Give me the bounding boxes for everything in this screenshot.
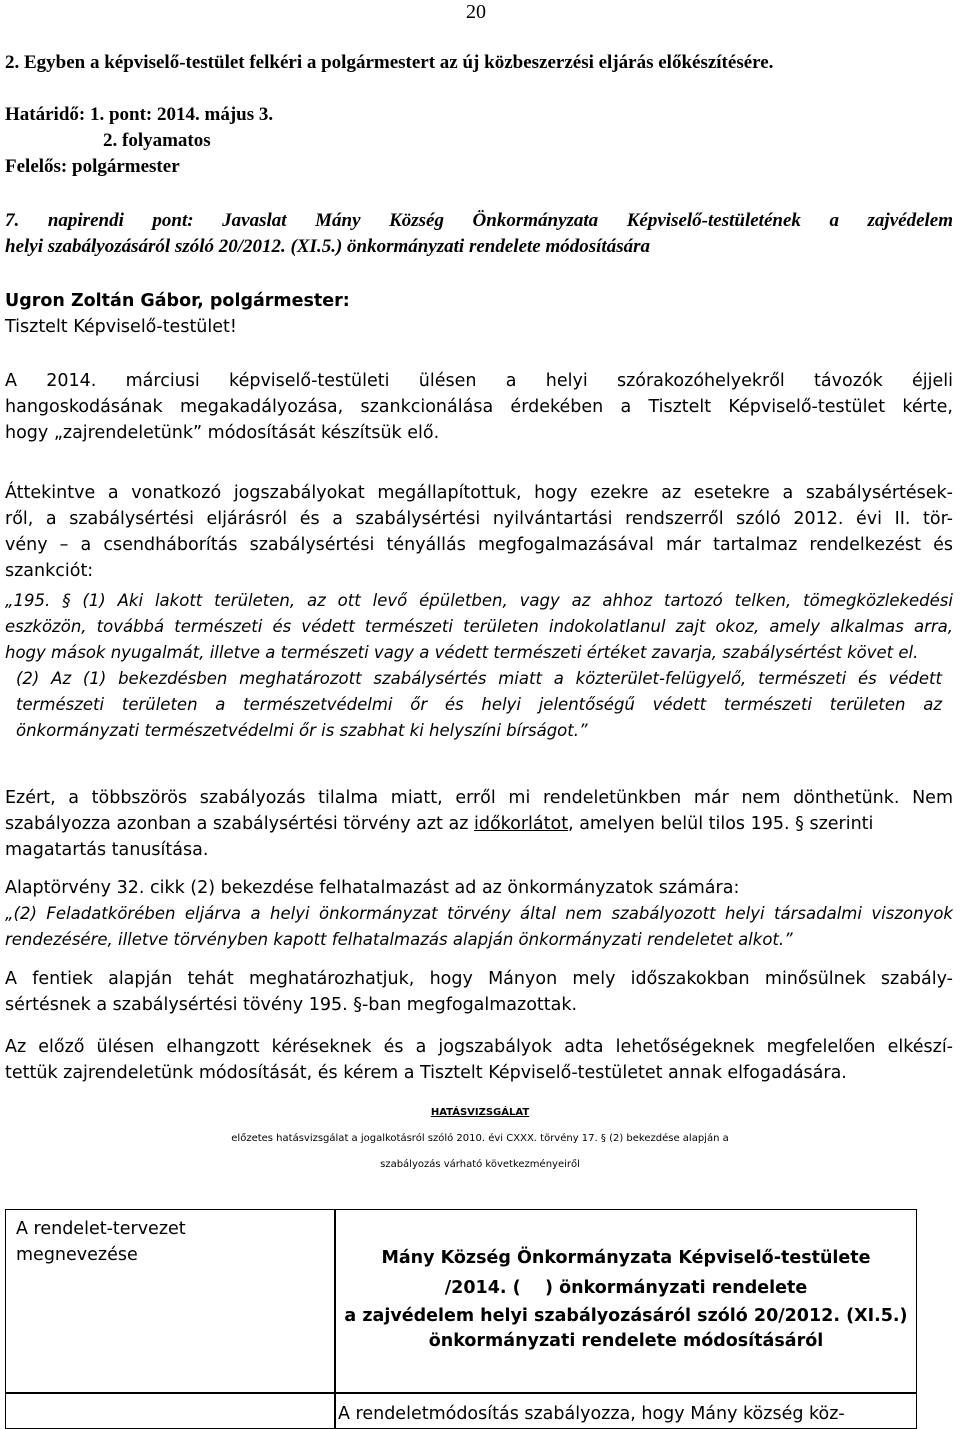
p6-line-1 — [5, 1035, 953, 1059]
p1-line-1 — [5, 369, 953, 393]
resolution-item-2: 2. Egyben a képviselő-testület felkéri a polgármestert az új közbeszerzési eljárás előkészítésére. — [5, 52, 774, 73]
impact-heading: HATÁSVIZSGÁLAT — [430, 1107, 530, 1118]
p3-text-1: Ezért, a többszörös szabályozás tilalma miatt, erről mi rendeletünkben már nem dönthetünk. Nem — [5, 788, 953, 808]
quote1-text-4: (2) Az (1) bekezdésben meghatározott szabálysértés miatt a közterület-felügyelő, természeti és védett — [16, 669, 942, 688]
p3-line-3: magatartás tanusítása. — [5, 840, 209, 860]
p6-line-2: tettük zajrendeletünk módosítását, és kérem a Tisztelt Képviselő-testületet annak elfogadására. — [5, 1063, 847, 1083]
impact-subtitle-2: szabályozás várható következményeiről — [380, 1159, 580, 1170]
p2-text-2: ről, a szabálysértési eljárásról és a szabálysértési nyilvántartási rendszerről szóló 2012. évi II. tör- — [5, 509, 953, 529]
table-row-divider — [6, 1392, 916, 1394]
p3-text-2a: szabályozza azonban a szabálysértési törvény azt az — [5, 814, 474, 834]
table-label-line-2: megnevezése — [16, 1245, 138, 1265]
p2-line-4: szankciót: — [5, 561, 94, 581]
quote1-line-6: önkormányzati természetvédelmi őr is szabhat ki helyszíni bírságot.” — [16, 721, 588, 740]
quote1-line-1 — [5, 589, 953, 613]
p2-text-3: vény – a csendháborítás szabálysértési tényállás megfogalmazásával már tartalmaz rendelkezést és — [5, 535, 953, 555]
table-label-line-1: A rendelet-tervezet — [16, 1219, 186, 1239]
p1-text-1: A 2014. márciusi képviselő-testületi ülésen a helyi szórakozóhelyekről távozók éjjeli — [5, 371, 953, 391]
quote1-line-4 — [16, 667, 942, 691]
p1-line-2 — [5, 395, 953, 419]
p3-line-2 — [5, 812, 873, 836]
agenda-title-line-1 — [5, 209, 953, 233]
page-number: 20 — [466, 1, 486, 23]
table-value-line-1: Mány Község Önkormányzata Képviselő-testülete — [381, 1248, 871, 1268]
p1-text-2: hangoskodásának megakadályozása, szankcionálása érdekében a Tisztelt Képviselő-testület kérte, — [5, 397, 953, 417]
table-row2-value: A rendeletmódosítás szabályozza, hogy Mány község köz- — [338, 1404, 845, 1424]
table-value-line-4: önkormányzati rendelete módosításáról — [428, 1331, 824, 1351]
p6-text-1: Az előző ülésen elhangzott kéréseknek és a jogszabályok adta lehetőségeknek megfelelően elkészí- — [5, 1037, 953, 1057]
quote2-line-1 — [5, 902, 953, 926]
time-limit-underlined: időkorlátot — [473, 814, 569, 834]
speaker: Ugron Zoltán Gábor, polgármester: — [5, 291, 350, 311]
table-value-line-3: a zajvédelem helyi szabályozásáról szóló 20/2012. (XI.5.) — [344, 1306, 908, 1326]
quote1-text-5: természeti területen a természetvédelmi őr és helyi jelentőségű védett természeti területen az — [16, 695, 942, 714]
p4-line: Alaptörvény 32. cikk (2) bekezdése felhatalmazást ad az önkormányzatok számára: — [5, 878, 740, 898]
quote1-line-2 — [5, 615, 953, 639]
greeting: Tisztelt Képviselő-testület! — [5, 317, 237, 337]
deadline-line-1: Határidő: 1. pont: 2014. május 3. — [5, 104, 274, 125]
quote2-text-1: „(2) Feladatkörében eljárva a helyi önkormányzat törvény által nem szabályozott helyi társadalmi viszonyok — [5, 904, 953, 923]
impact-subtitle-1: előzetes hatásvizsgálat a jogalkotásról szóló 2010. évi CXXX. törvény 17. § (2) bekezdése alapján a — [231, 1133, 729, 1144]
p5-text-1: A fentiek alapján tehát meghatározhatjuk, hogy Mányon mely időszakokban minősülnek szabály- — [5, 969, 953, 989]
p2-line-2 — [5, 507, 953, 531]
agenda-title-line-2: helyi szabályozásáról szóló 20/2012. (XI.5.) önkormányzati rendelete módosítására — [5, 236, 650, 257]
p3-text-2b: , amelyen belül tilos 195. § szerinti — [568, 814, 874, 834]
quote1-text-1: „195. § (1) Aki lakott területen, az ott levő épületben, vagy az ahhoz tartozó telken, tömegközlekedési — [5, 591, 953, 610]
deadline-line-2: 2. folyamatos — [103, 130, 211, 151]
p1-line-3: hogy „zajrendeletünk” módosítását készítsük elő. — [5, 423, 440, 443]
p3-line-1 — [5, 786, 953, 810]
impact-table — [5, 1209, 917, 1429]
table-value-line-2: /2014. ( ) önkormányzati rendelete — [444, 1278, 808, 1298]
p2-text-1: Áttekintve a vonatkozó jogszabályokat megállapítottuk, hogy ezekre az esetekre a szabálysértések- — [5, 483, 953, 503]
quote1-text-2: eszközön, továbbá természeti és védett természeti területen indokolatlanul zajt okoz, amely alkalmas arra, — [5, 617, 953, 636]
p5-line-1 — [5, 967, 953, 991]
p5-line-2: sértésnek a szabálysértési tövény 195. §-ban megfogalmazottak. — [5, 995, 578, 1015]
p2-line-3 — [5, 533, 953, 557]
quote2-line-2: rendezésére, illetve törvényben kapott felhatalmazás alapján önkormányzati rendeletet alkot.” — [5, 930, 793, 949]
responsible-line: Felelős: polgármester — [5, 156, 180, 177]
p2-line-1 — [5, 481, 953, 505]
quote1-line-3: hogy mások nyugalmát, illetve a természeti vagy a védett természeti értéket zavarja, szabálysértést követ el. — [5, 643, 919, 662]
quote1-line-5 — [16, 693, 942, 717]
agenda-title-text-1: 7. napirendi pont: Javaslat Mány Község Önkormányzata Képviselő-testületének a zajvédelem — [5, 210, 953, 231]
